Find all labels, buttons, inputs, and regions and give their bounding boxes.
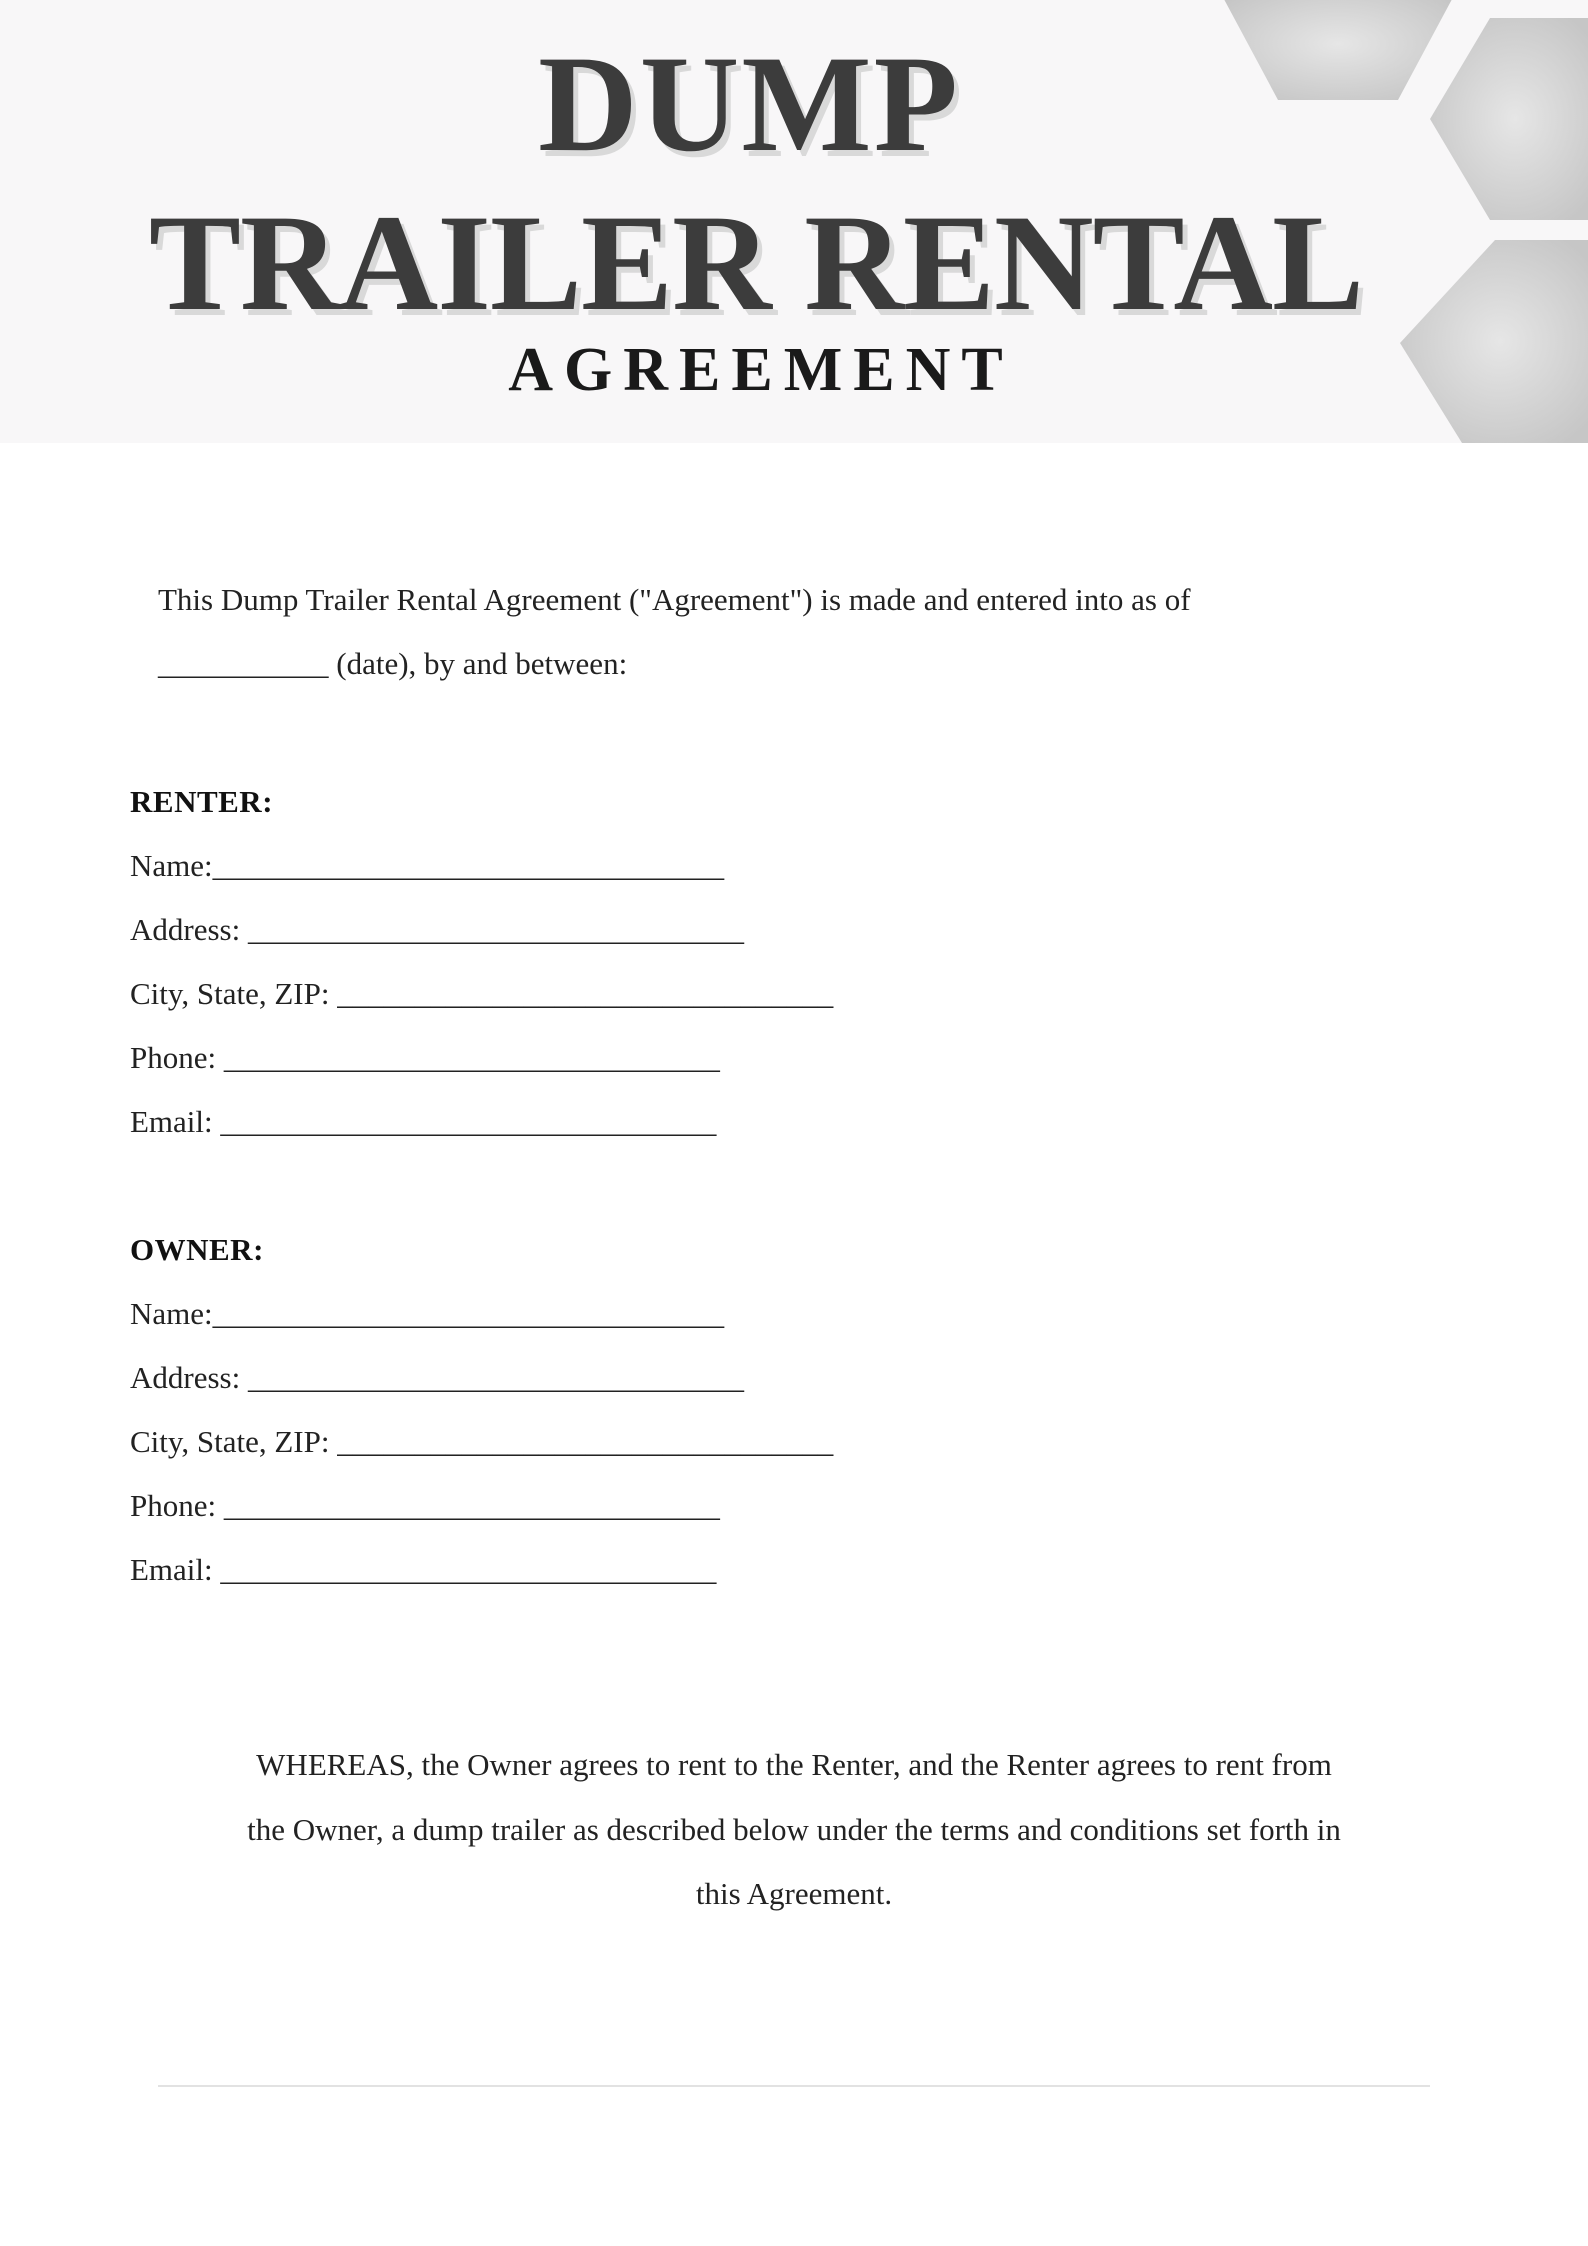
renter-address-field: Address: ________________________________ [130,912,744,947]
intro-paragraph [158,568,1358,696]
whereas-paragraph [130,1733,1458,1927]
renter-phone-field: Phone: ________________________________ [130,1040,720,1075]
owner-name-field: Name:_________________________________ [130,1296,725,1331]
renter-name-field: Name:_________________________________ [130,848,725,883]
renter-heading: RENTER: [130,784,274,819]
intro-line-1: This Dump Trailer Rental Agreement ("Agreement") is made and entered into as of [158,582,1191,617]
owner-city-state-zip-field: City, State, ZIP: ________________________________ [130,1424,834,1459]
whereas-line-1: WHEREAS, the Owner agrees to rent to the Renter, and the Renter agrees to rent from [256,1747,1332,1782]
owner-heading: OWNER: [130,1232,264,1267]
whereas-line-3: this Agreement. [695,1876,893,1911]
subtitle-agreement: AGREEMENT [508,336,1014,404]
renter-section [130,770,1030,1154]
title-line-dump: DUMP [538,27,960,180]
title-line-trailer-rental: TRAILER RENTAL [148,186,1364,339]
owner-section [130,1218,1030,1602]
owner-email-field: Email: ________________________________ [130,1552,717,1587]
renter-city-state-zip-field: City, State, ZIP: ________________________________ [130,976,834,1011]
footer-divider [158,2085,1430,2087]
whereas-line-2: the Owner, a dump trailer as described below under the terms and conditions set forth in [247,1811,1341,1847]
header-band [0,0,1588,443]
renter-email-field: Email: ________________________________ [130,1104,717,1139]
owner-address-field: Address: ________________________________ [130,1360,744,1395]
owner-phone-field: Phone: ________________________________ [130,1488,720,1523]
intro-line-2: ___________ (date), by and between: [158,646,628,681]
